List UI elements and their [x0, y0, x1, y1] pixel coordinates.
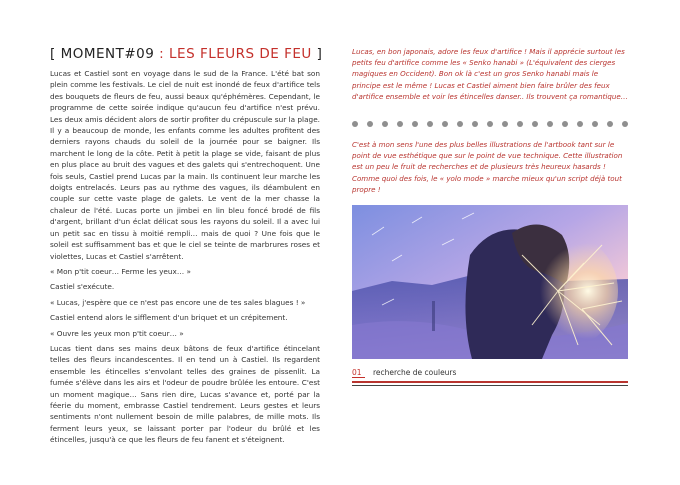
story-paragraph: Castiel s'exécute. — [50, 282, 115, 292]
author-note-2-text: C'est à mon sens l'une des plus belles illustrations de l'artbook tant sur le point de vue esthétique que sur le point de vue technique. Cette illustration est un peu le fruit de recherches et de plusieurs très heureux hasards ! Comme quoi des fois, le « yolo mode » marche mieux qu'un script déjà tout propre ! — [352, 140, 623, 194]
divider-dot — [592, 121, 598, 127]
divider-dot — [622, 121, 628, 127]
divider-dot — [547, 121, 553, 127]
divider-dot — [442, 121, 448, 127]
divider-dot — [502, 121, 508, 127]
title-bracket-close: ] — [316, 46, 323, 62]
divider-dot — [607, 121, 613, 127]
story-paragraph: « Lucas, j'espère que ce n'est pas encore une de tes sales blagues ! » — [50, 297, 306, 307]
story-text — [50, 68, 320, 450]
divider-dot — [352, 121, 358, 127]
story-paragraph: Lucas et Castiel sont en voyage dans le sud de la France. L'été bat son plein comme les festivals. Le ciel de nuit est inondé de feux d'artifice tels des bouquets de fleurs de feu, aussi beaux qu'éphémères. Cependant, le programme de cette soirée indique qu'aucun feu d'artifice n'est prévu. Les deux amis décident alors de sortir profiter du crépuscule sur la plage. Il y a beaucoup de monde, les enfants comme les adultes profitent des derniers rayons chauds du soleil de la journée pour se baigner. Ils marchent le long de la côte. Petit à petit la plage se vide, faisant de plus en plus place au bruit des vagues et des galets qui s'entrechoquent. Une fois seuls, Castiel prend Lucas par la main. Ils continuent leur marche les doigts entrelacés. Leurs pas au rythme des vagues, ils déambulent en couple sur cette vaste plage de galets. Le vent de la mer chasse la chaleur de l'été. Lucas porte un jimbei en lin bleu foncé brodé de fils d'argent, brillant d'un éclat délicat sous les rayons du soleil. Il a avec lui un petit sac en tissu à moitié rempli… mais de quoi ? Une fois que le soleil est suffisamment bas et que le ciel se teinte de marbrures roses et violettes, Lucas et Castiel s'arrêtent. — [50, 69, 320, 261]
divider-dot — [532, 121, 538, 127]
divider-dot — [367, 121, 373, 127]
moment-name: LES FLEURS DE FEU — [169, 46, 312, 62]
author-note-1 — [352, 46, 628, 102]
divider-dot — [382, 121, 388, 127]
divider-dot — [412, 121, 418, 127]
illustration-caption — [352, 368, 628, 377]
title-separator: : — [159, 46, 165, 62]
dot-divider — [352, 119, 628, 129]
story-paragraph: Castiel entend alors le sifflement d'un briquet et un crépitement. — [50, 313, 288, 323]
divider-dot — [427, 121, 433, 127]
title-bracket-open: [ — [50, 46, 56, 62]
author-note-2 — [352, 139, 628, 195]
caption-number: 01 — [352, 368, 365, 378]
divider-dot — [487, 121, 493, 127]
moment-number: MOMENT#09 — [60, 46, 155, 62]
caption-rule-red — [352, 381, 628, 383]
illustration-sparklers — [352, 205, 628, 359]
divider-dot — [517, 121, 523, 127]
caption-label: recherche de couleurs — [372, 368, 457, 377]
author-note-1-text: Lucas, en bon japonais, adore les feux d'artifice ! Mais il apprécie surtout les petits feu d'artifice comme les « Senko hanabi » (L'équivalent des cierges magiques en Occident). Bon ok là c'est un gros Senko hanabi mais le principe est le même ! Lucas et Castiel aiment bien faire brûler des feux d'artifice ensemble et voir les étincelles danser.. Ils trouvent ça romantique… — [352, 47, 628, 101]
story-paragraph: « Ouvre les yeux mon p'tit coeur… » — [50, 328, 184, 338]
illustration — [352, 205, 628, 359]
caption-rule-dark — [352, 385, 628, 386]
page-title — [50, 46, 322, 62]
divider-dot — [562, 121, 568, 127]
divider-dot — [457, 121, 463, 127]
divider-dot — [397, 121, 403, 127]
story-paragraph: Lucas tient dans ses mains deux bâtons de feux d'artifice étincelant telles des fleurs incandescentes. Il en tend un à Castiel. Ils regardent ensemble les étincelles s'envolant telles des graines de pissenlit. La fumée s'élève dans les airs et l'odeur de poudre brûlée les entoure. C'est un moment magique… Sans rien dire, Lucas s'avance et, porté par la féerie du moment, embrasse Castiel tendrement. Leurs gestes et leurs sentiments n'ont nullement besoin de mille palabres, de mille mots. Ils ferment leurs yeux, se laissant porter par l'odeur du brûlé et les étincelles, jusqu'à ce que les fleurs de feu fanent et s'éteignent. — [50, 343, 320, 445]
divider-dot — [472, 121, 478, 127]
divider-dot — [577, 121, 583, 127]
story-paragraph: « Mon p'tit coeur… Ferme les yeux… » — [50, 266, 191, 276]
